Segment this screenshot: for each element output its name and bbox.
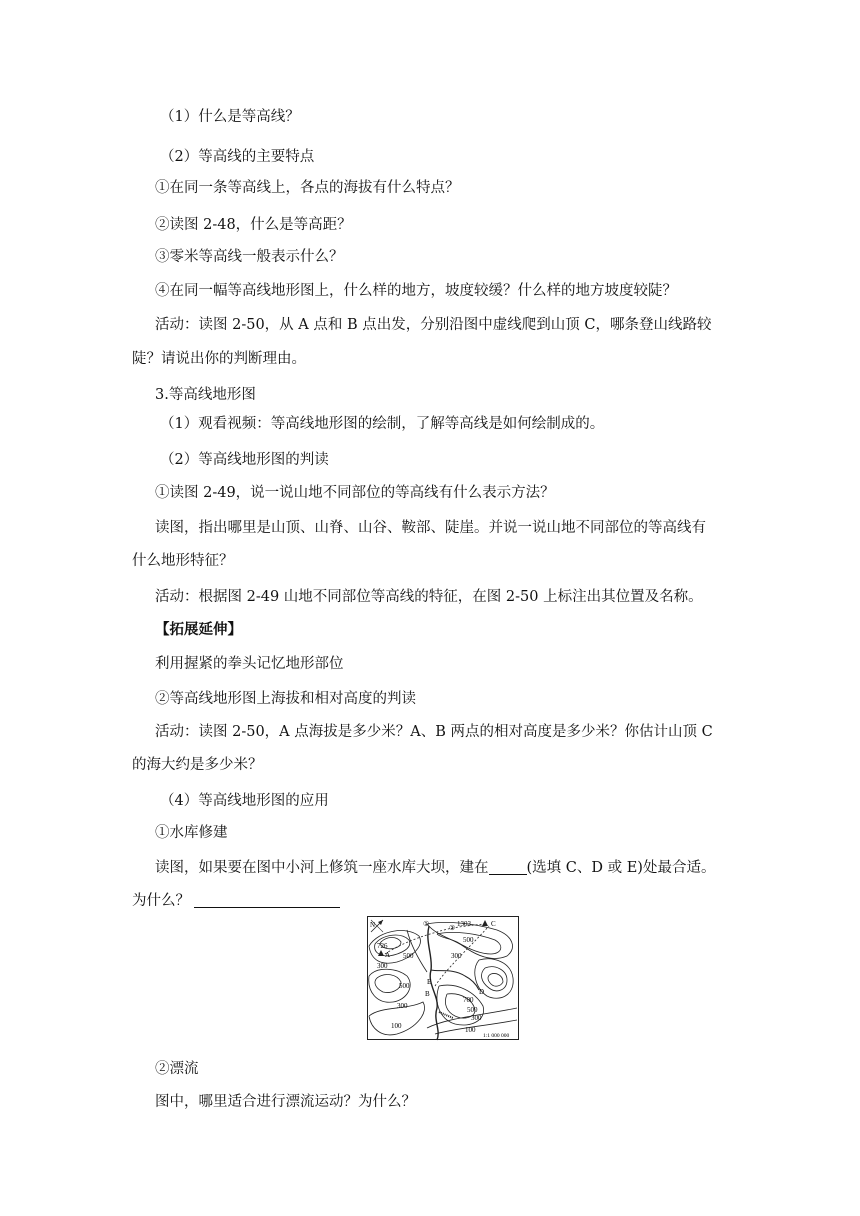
contour-label-5: 500 (463, 936, 474, 944)
question-same-line-altitude: ①在同一条等高线上，各点的海拔有什么特点？ (155, 180, 460, 196)
section-application: （4）等高线地形图的应用 (160, 793, 329, 809)
activity-altitude-cont: 的海大约是多少米？ (132, 757, 263, 773)
section-contour-map: 3.等高线地形图 (155, 387, 256, 403)
why-text: 为什么？ (132, 893, 190, 909)
question-rafting: 图中，哪里适合进行漂流运动？为什么？ (155, 1094, 416, 1110)
contour-label-10: 300 (471, 1014, 482, 1022)
item-rafting: ②漂流 (155, 1061, 199, 1077)
question-what-is-contour: （1）什么是等高线？ (160, 109, 300, 125)
question-slope: ④在同一幅等高线地形图上，什么样的地方，坡度较缓？什么样的地方坡度较陡？ (155, 283, 677, 299)
answer-blank-dam[interactable] (489, 859, 527, 875)
item-watch-video: （1）观看视频：等高线地形图的绘制，了解等高线是如何绘制成的。 (160, 416, 605, 432)
item-reservoir: ①水库修建 (155, 825, 228, 841)
section-contour-features: （2）等高线的主要特点 (160, 149, 315, 165)
circled-two: ② (449, 924, 456, 932)
dam-question-options: (选填 C、D 或 E)处最合适。 (526, 860, 716, 876)
map-scale: 1:1 000 000 (483, 1033, 510, 1039)
dam-question-text: 读图，如果要在图中小河上修筑一座水库大坝，建在 (155, 860, 489, 876)
section-altitude-reading: ②等高线地形图上海拔和相对高度的判读 (155, 691, 416, 707)
contour-map-figure (367, 916, 519, 1047)
summit-height: 1303 (457, 920, 471, 928)
activity-steep-route-cont: 陡？请说出你的判断理由。 (132, 351, 306, 367)
point-a-label: A (385, 951, 391, 959)
contour-label-6: 300 (451, 952, 462, 960)
text-fist-memory: 利用握紧的拳头记忆地形部位 (155, 656, 344, 672)
point-c-label: C (491, 920, 496, 928)
contour-label-9: 500 (467, 1006, 478, 1014)
contour-label-7: 100 (391, 1022, 402, 1030)
contour-label-11: 100 (465, 1026, 476, 1034)
activity-steep-route: 活动：读图 2-50，从 A 点和 B 点出发，分别沿图中虚线爬到山顶 C，哪条登山线路较 (155, 317, 712, 333)
contour-label-1: 500 (403, 952, 414, 960)
item-map-reading: （2）等高线地形图的判读 (160, 452, 329, 468)
heading-extension: 【拓展延伸】 (155, 621, 242, 638)
contour-label-4: 300 (397, 1002, 408, 1010)
contour-label-2: 300 (377, 962, 388, 970)
question-dam-location (155, 858, 715, 878)
activity-altitude: 活动：读图 2-50，A 点海拔是多少米？A、B 两点的相对高度是多少米？你估计山顶 C (155, 724, 713, 740)
point-d-label: D (479, 988, 485, 996)
question-why (132, 891, 340, 911)
circled-one: ① (423, 920, 430, 928)
north-label: N (370, 921, 376, 929)
answer-blank-why[interactable] (194, 892, 340, 908)
activity-label-map: 活动：根据图 2-49 山地不同部位等高线的特征，在图 2-50 上标注出其位置及名称。 (155, 589, 703, 605)
question-identify-terrain-cont: 什么地形特征？ (132, 553, 234, 569)
point-b-label: B (425, 990, 430, 998)
point-e-label: E (427, 978, 432, 986)
contour-label-8: 700 (463, 996, 474, 1004)
question-contour-interval: ②读图 2-48，什么是等高距？ (155, 217, 352, 233)
spot-height-a: 726 (377, 942, 388, 950)
question-identify-terrain: 读图，指出哪里是山顶、山脊、山谷、鞍部、陡崖。并说一说山地不同部位的等高线有 (155, 520, 706, 536)
contour-label-3: 500 (399, 982, 410, 990)
question-terrain-parts: ①读图 2-49，说一说山地不同部位的等高线有什么表示方法？ (155, 485, 555, 501)
question-zero-contour: ③零米等高线一般表示什么？ (155, 249, 344, 265)
